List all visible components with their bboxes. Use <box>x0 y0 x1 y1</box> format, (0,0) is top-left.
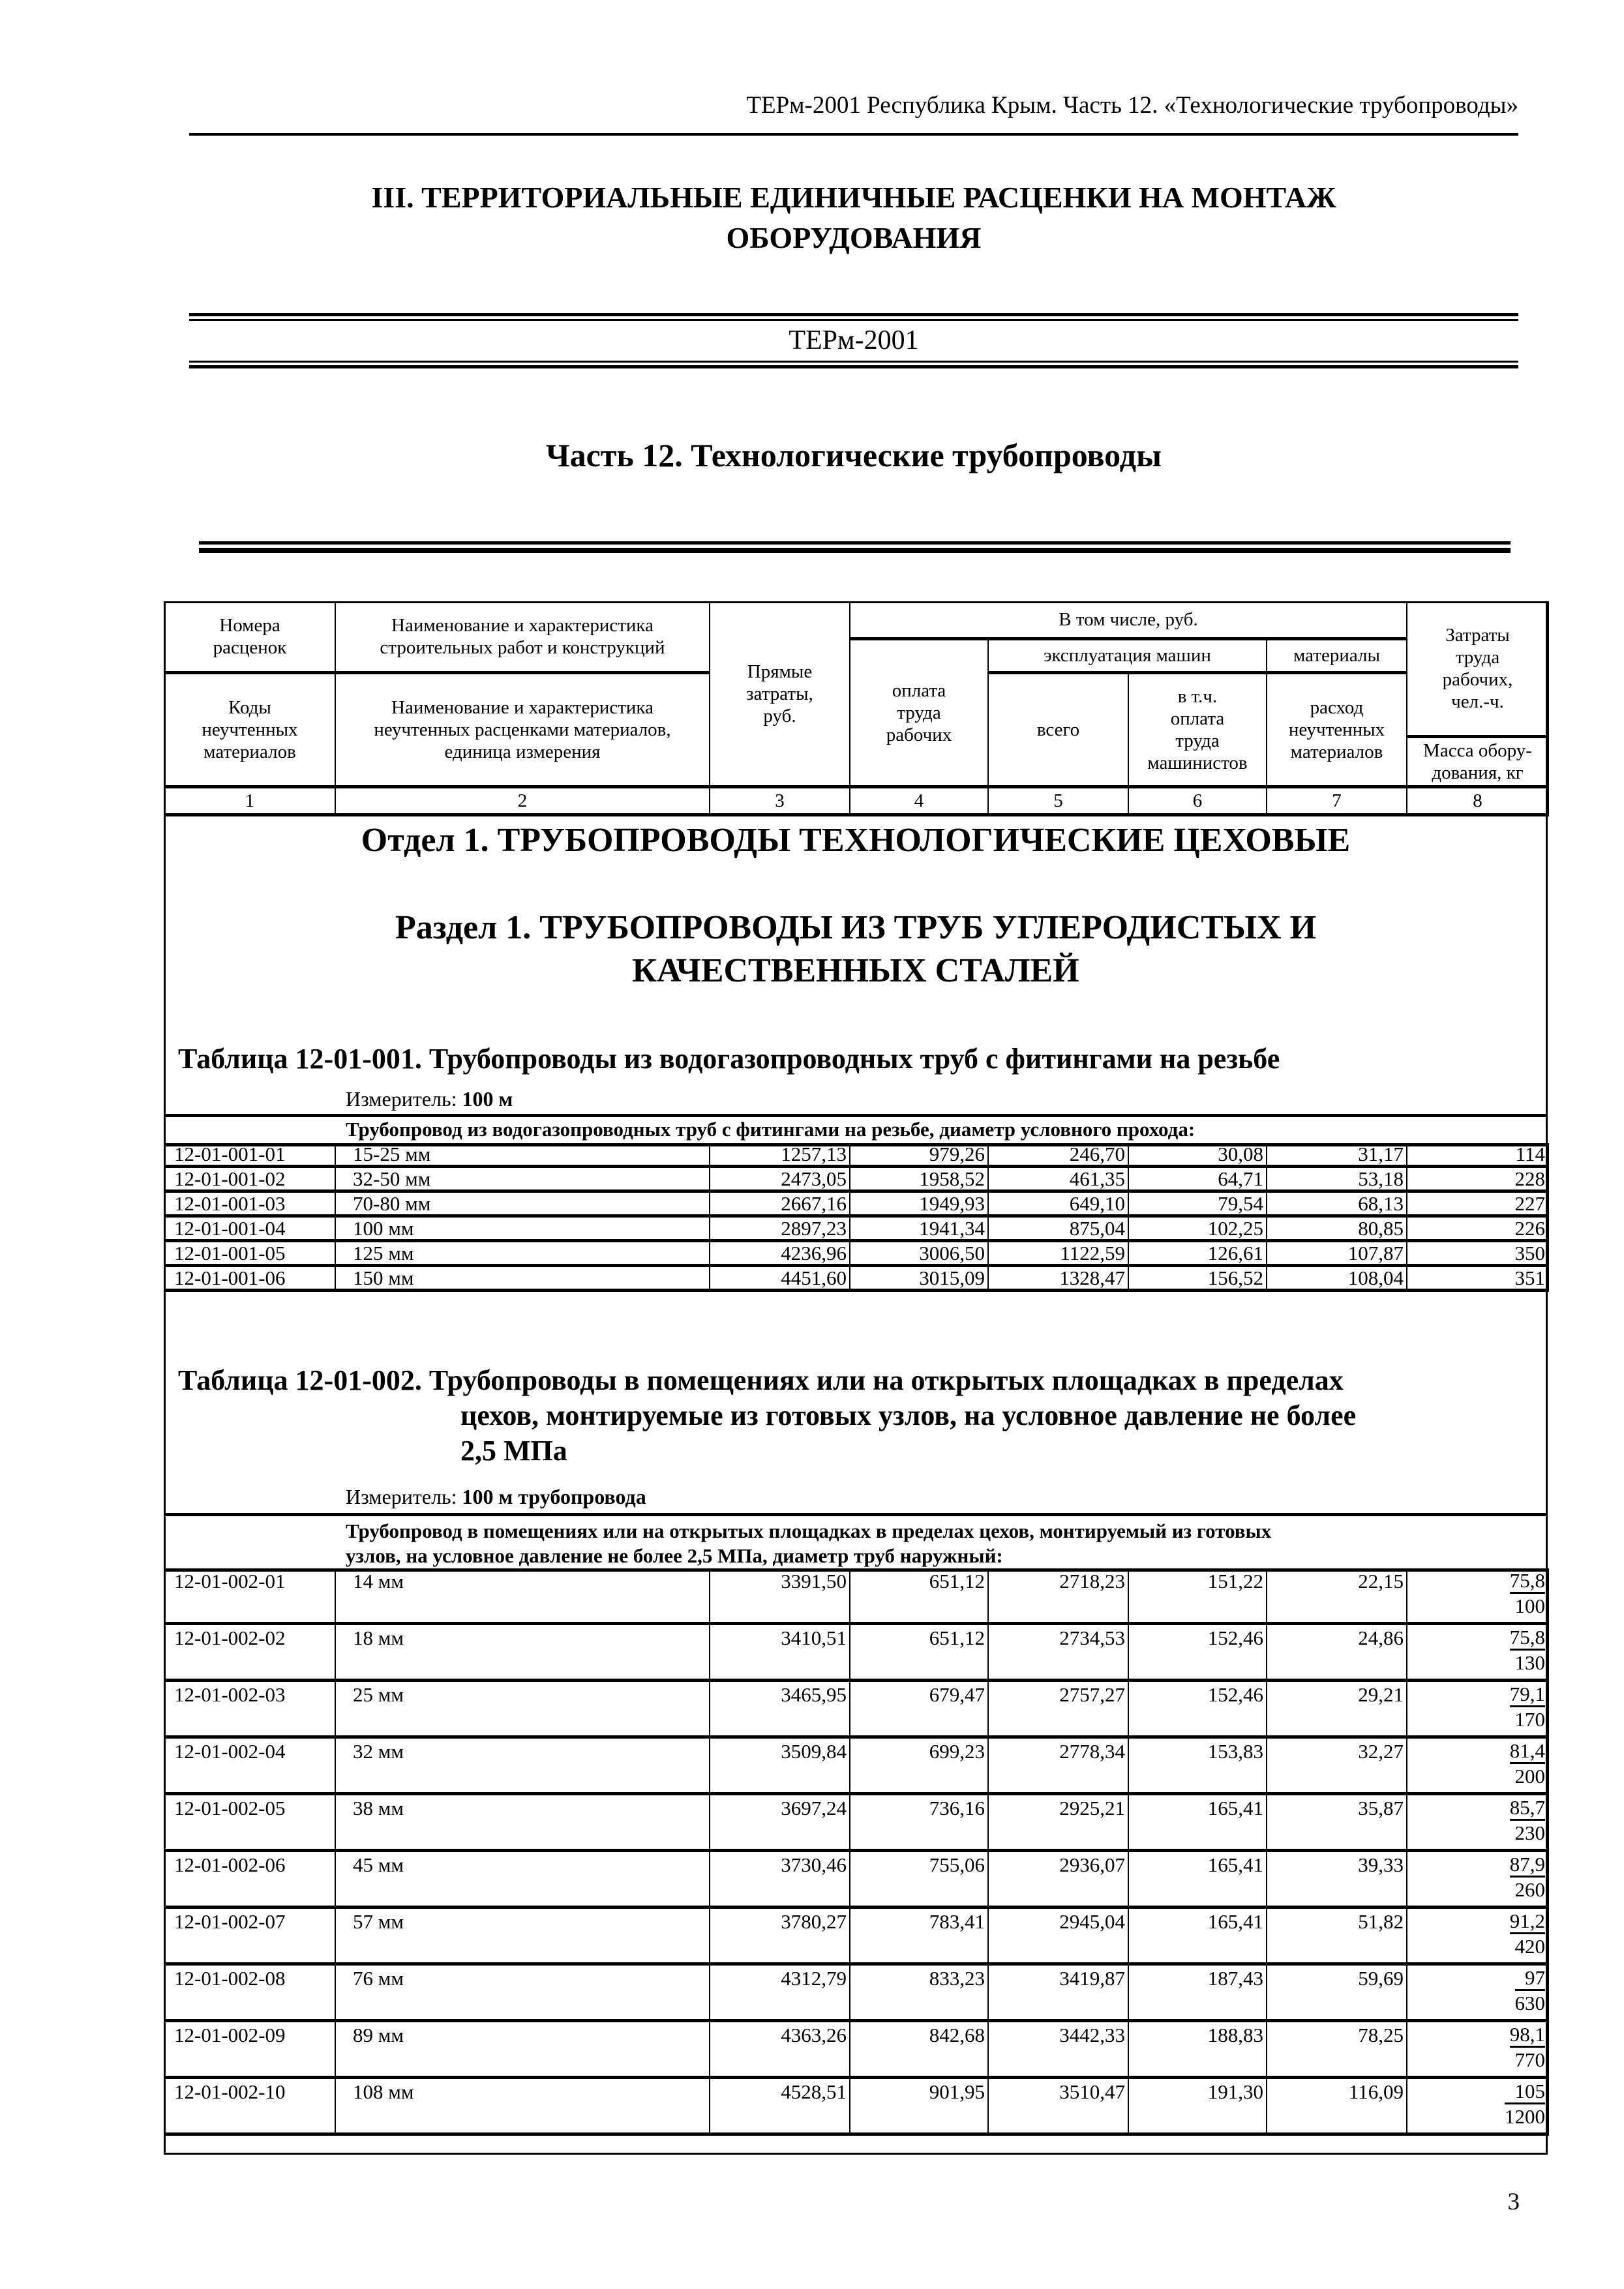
part-rule-b <box>199 548 1511 553</box>
header-materials-consumption: расход неучтенных материалов <box>1267 672 1407 786</box>
page-number: 3 <box>1507 2189 1520 2215</box>
table-row: 12-01-002-10 108 мм 4528,51 901,95 3510,47 191,30 116,09 $\frac{105}{1200}$ <box>164 2078 1548 2134</box>
table-row: 12-01-001-06 150 мм 4451,60 3015,09 1328,47 156,52 108,04 351 <box>164 1266 1548 1291</box>
running-header: ТЕРм-2001 Республика Крым. Часть 12. «Технологические трубопроводы» <box>746 92 1518 119</box>
table-row: 12-01-002-01 14 мм 3391,50 651,12 2718,23 151,22 22,15 $\frac{75,8}{100}$ <box>164 1568 1548 1624</box>
table2-label: Таблица 12-01-002. <box>178 1364 422 1396</box>
table-row: 12-01-001-02 32-50 мм 2473,05 1958,52 461,35 64,71 53,18 228 <box>164 1167 1548 1191</box>
hours-mass-fraction: $\frac{91,2}{420}$ <box>1509 1909 1545 1958</box>
double-rule-top-a <box>189 313 1518 316</box>
razdel-title: Раздел 1. ТРУБОПРОВОДЫ ИЗ ТРУБ УГЛЕРОДИСТЫХ И КАЧЕСТВЕННЫХ СТАЛЕЙ <box>395 909 1317 989</box>
header-materials: материалы <box>1267 638 1407 672</box>
table-row: 12-01-001-01 15-25 мм 1257,13 979,26 246,70 30,08 31,17 114 <box>164 1143 1548 1167</box>
hours-mass-fraction: $\frac{97}{630}$ <box>1514 1966 1545 2014</box>
col-number: 7 <box>1267 786 1407 815</box>
table-row: 12-01-002-05 38 мм 3697,24 736,16 2925,21 165,41 35,87 $\frac{85,7}{230}$ <box>164 1794 1548 1851</box>
table1-title <box>178 1041 1280 1077</box>
table-row: 12-01-002-07 57 мм 3780,27 783,41 2945,04 165,41 51,82 $\frac{91,2}{420}$ <box>164 1908 1548 1964</box>
col-number: 5 <box>988 786 1128 815</box>
table1-meter: Измеритель: 100 м <box>346 1087 513 1111</box>
table-row: 12-01-001-04 100 мм 2897,23 1941,34 875,04 102,25 80,85 226 <box>164 1216 1548 1241</box>
section-title <box>189 177 1518 258</box>
header-rule <box>189 133 1518 136</box>
hours-mass-fraction: $\frac{98,1}{770}$ <box>1509 2023 1545 2071</box>
table2-meter: Измеритель: 100 м трубопровода <box>346 1485 646 1508</box>
header-rate-numbers: Номера расценок <box>164 602 335 672</box>
section-title-line2: ОБОРУДОВАНИЯ <box>726 221 982 254</box>
header-machinists-pay: в т.ч. оплата труда машинистов <box>1128 672 1267 786</box>
table-row: 12-01-002-08 76 мм 4312,79 833,23 3419,87 187,43 59,69 $\frac{97}{630}$ <box>164 1964 1548 2021</box>
double-rule-bottom-a <box>189 361 1518 363</box>
header-work-name: Наименование и характеристика строительных работ и конструкций <box>335 602 710 672</box>
table-row: 12-01-002-02 18 мм 3410,51 651,12 2734,53 152,46 24,86 $\frac{75,8}{130}$ <box>164 1624 1548 1681</box>
hours-mass-fraction: $\frac{75,8}{100}$ <box>1509 1569 1545 1617</box>
otdel-title: Отдел 1. ТРУБОПРОВОДЫ ТЕХНОЛОГИЧЕСКИЕ ЦЕХОВЫЕ <box>361 822 1351 859</box>
table-row: 12-01-002-09 89 мм 4363,26 842,68 3442,33 188,83 78,25 $\frac{98,1}{770}$ <box>164 2021 1548 2078</box>
col-number: 6 <box>1128 786 1267 815</box>
collection-code: ТЕРм-2001 <box>789 325 919 355</box>
table1-group-row: Трубопровод из водогазопроводных труб с фитингами на резьбе, диаметр условного прохода: <box>164 1114 1548 1146</box>
hours-mass-fraction: $\frac{81,4}{200}$ <box>1509 1739 1545 1788</box>
header-including: В том числе, руб. <box>850 602 1407 638</box>
table1-rows <box>164 1143 1549 1292</box>
hours-mass-fraction: $\frac{75,8}{130}$ <box>1509 1626 1545 1674</box>
header-direct-costs: Прямые затраты, руб. <box>710 602 850 786</box>
header-machines: эксплуатация машин <box>988 638 1267 672</box>
double-rule-top-b <box>189 319 1518 321</box>
hours-mass-fraction: $\frac{85,7}{230}$ <box>1509 1796 1545 1844</box>
col-number: 3 <box>710 786 850 815</box>
table-row: 12-01-001-05 125 мм 4236,96 3006,50 1122,59 126,61 107,87 350 <box>164 1241 1548 1266</box>
table1-text: Трубопроводы из водогазопроводных труб с фитингами на резьбе <box>429 1043 1280 1075</box>
table-row: 12-01-002-03 25 мм 3465,95 679,47 2757,27 152,46 29,21 $\frac{79,1}{170}$ <box>164 1681 1548 1737</box>
double-rule-bottom-b <box>189 365 1518 368</box>
hours-mass-fraction: $\frac{87,9}{260}$ <box>1509 1853 1545 1901</box>
header-labor-hours: Затраты труда рабочих, чел.-ч. <box>1407 602 1548 736</box>
col-number: 2 <box>335 786 710 815</box>
header-equipment-mass: Масса обору- дования, кг <box>1407 736 1548 786</box>
header-labor-pay: оплата труда рабочих <box>850 638 988 786</box>
table2-group-row: Трубопровод в помещениях или на открытых площадках в пределах цехов, монтируемый из готовых узлов, на условное давление не более 2,5 МПа, диаметр труб наружный: <box>164 1513 1548 1572</box>
table1-label: Таблица 12-01-001. <box>178 1043 422 1075</box>
table2-title: Таблица 12-01-002. Трубопроводы в помещениях или на открытых площадках в пределах цехов, монтируемые из готовых узлов, на условное давление не более 2,5 МПа <box>178 1364 1357 1467</box>
col-number: 1 <box>164 786 335 815</box>
header-machines-total: всего <box>988 672 1128 786</box>
part-rule-a <box>199 541 1511 545</box>
col-number: 4 <box>850 786 988 815</box>
header-unaccounted-codes: Коды неучтенных материалов <box>164 672 335 786</box>
header-unaccounted-names: Наименование и характеристика неучтенных расценками материалов, единица измерения <box>335 672 710 786</box>
section-title-line1: III. ТЕРРИТОРИАЛЬНЫЕ ЕДИНИЧНЫЕ РАСЦЕНКИ НА МОНТАЖ <box>371 181 1336 214</box>
table-row: 12-01-002-06 45 мм 3730,46 755,06 2936,07 165,41 39,33 $\frac{87,9}{260}$ <box>164 1851 1548 1908</box>
table-row: 12-01-002-04 32 мм 3509,84 699,23 2778,34 153,83 32,27 $\frac{81,4}{200}$ <box>164 1737 1548 1794</box>
hours-mass-fraction: $\frac{79,1}{170}$ <box>1509 1683 1545 1731</box>
table-header <box>164 601 1549 816</box>
hours-mass-fraction: $\frac{105}{1200}$ <box>1505 2080 1545 2128</box>
col-number: 8 <box>1407 786 1548 815</box>
table-row: 12-01-001-03 70-80 мм 2667,16 1949,93 649,10 79,54 68,13 227 <box>164 1191 1548 1216</box>
part-title: Часть 12. Технологические трубопроводы <box>545 437 1162 473</box>
table2-rows <box>164 1568 1549 2136</box>
